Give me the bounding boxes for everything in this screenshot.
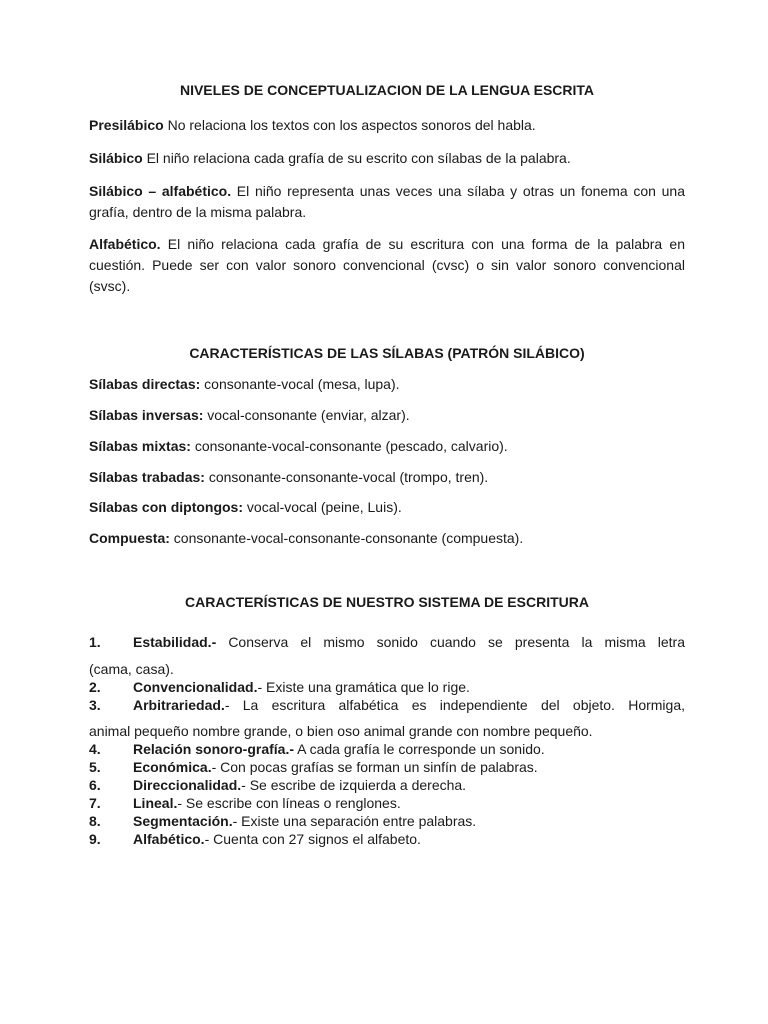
- item-text: - Se escribe con líneas o renglones.: [177, 795, 401, 811]
- item-term: Alfabético.: [133, 831, 205, 847]
- item-content: [133, 758, 538, 776]
- item-text: - Existe una separación entre palabras.: [232, 813, 477, 829]
- entry-text: vocal-vocal (peine, Luis).: [243, 499, 402, 515]
- item-term: Convencionalidad.: [133, 679, 258, 695]
- item-content: [133, 812, 476, 830]
- item-text: - Cuenta con 27 signos el alfabeto.: [204, 831, 421, 847]
- item-text: Conserva el mismo sonido cuando se presenta la misma letra: [216, 634, 685, 650]
- item-text: - La escritura alfabética es independiente del objeto. Hormiga,: [224, 697, 685, 713]
- item-number: 2.: [89, 679, 101, 695]
- item-term: Relación sonoro-grafía.-: [133, 741, 295, 757]
- entry-term: Silábico: [89, 150, 143, 166]
- entry-presilabico: [89, 115, 685, 136]
- entry-text: El niño representa unas veces una sílaba y otras un fonema con una grafía, dentro de la misma palabra.: [89, 183, 685, 220]
- item-text-continuation: (cama, casa).: [89, 661, 174, 677]
- item-text: - Con pocas grafías se forman un sinfín de palabras.: [211, 759, 538, 775]
- entry-text: consonante-consonante-vocal (trompo, tren).: [204, 469, 489, 485]
- item-content: [133, 830, 421, 848]
- entry-text: consonante-vocal-consonante (pescado, calvario).: [190, 438, 508, 454]
- entry-text: No relaciona los textos con los aspectos sonoros del habla.: [163, 117, 536, 133]
- entry-alfabetico: [89, 234, 685, 297]
- item-number: 8.: [89, 813, 101, 829]
- entry-term: Sílabas con diptongos:: [89, 499, 244, 515]
- entry-silabas-diptongos: [89, 497, 685, 518]
- entry-silabas-trabadas: [89, 467, 685, 488]
- entry-term: Sílabas trabadas:: [89, 469, 205, 485]
- entry-text: consonante-vocal (mesa, lupa).: [200, 376, 400, 392]
- section-title-silabas: CARACTERÍSTICAS DE LAS SÍLABAS (PATRÓN SILÁBICO): [189, 345, 585, 361]
- entry-term: Sílabas inversas:: [89, 407, 204, 423]
- entry-term: Sílabas directas:: [89, 376, 201, 392]
- item-number: 5.: [89, 759, 101, 775]
- item-text: A cada grafía le corresponde un sonido.: [294, 741, 545, 757]
- item-content: [133, 776, 466, 794]
- item-content: [133, 678, 470, 696]
- item-text: - Se escribe de izquierda a derecha.: [241, 777, 467, 793]
- entry-silabas-directas: [89, 374, 685, 395]
- entry-text: consonante-vocal-consonante-consonante (compuesta).: [169, 530, 524, 546]
- item-number: 9.: [89, 831, 101, 847]
- item-number: 3.: [89, 697, 101, 713]
- item-content: [133, 696, 685, 714]
- entry-text: vocal-consonante (enviar, alzar).: [203, 407, 410, 423]
- item-text: - Existe una gramática que lo rige.: [257, 679, 470, 695]
- entry-text: El niño relaciona cada grafía de su escrito con sílabas de la palabra.: [142, 150, 571, 166]
- item-content: [133, 740, 545, 758]
- item-term: Segmentación.: [133, 813, 233, 829]
- item-term: Estabilidad.-: [133, 634, 217, 650]
- entry-term: Sílabas mixtas:: [89, 438, 191, 454]
- list-item: [89, 633, 685, 651]
- section-title-sistema: CARACTERÍSTICAS DE NUESTRO SISTEMA DE ESCRITURA: [185, 594, 589, 610]
- entry-term: Presilábico: [89, 117, 164, 133]
- list-item: [89, 696, 685, 714]
- item-number: 7.: [89, 795, 101, 811]
- entry-compuesta: [89, 528, 685, 549]
- item-number: 6.: [89, 777, 101, 793]
- item-content: [133, 794, 401, 812]
- entry-term: Silábico – alfabético.: [89, 183, 232, 199]
- entry-silabico-alfabetico: [89, 181, 685, 223]
- item-number: 4.: [89, 741, 101, 757]
- entry-silabas-inversas: [89, 405, 685, 426]
- item-text-continuation: animal pequeño nombre grande, o bien oso animal grande con nombre pequeño.: [89, 723, 593, 739]
- entry-silabas-mixtas: [89, 436, 685, 457]
- entry-silabico: [89, 148, 685, 169]
- item-term: Lineal.: [133, 795, 178, 811]
- entry-term: Compuesta:: [89, 530, 170, 546]
- item-term: Arbitrariedad.: [133, 697, 225, 713]
- item-term: Económica.: [133, 759, 212, 775]
- section-title-niveles: NIVELES DE CONCEPTUALIZACION DE LA LENGUA ESCRITA: [179, 82, 595, 98]
- entry-text: El niño relaciona cada grafía de su escritura con una forma de la palabra en cuestión. Puede ser con valor sonoro convencional (cvsc) o sin valor sonoro convencional (svsc).: [89, 236, 685, 294]
- item-term: Direccionalidad.: [133, 777, 242, 793]
- item-content: [133, 633, 685, 651]
- item-number: 1.: [89, 634, 101, 650]
- entry-term: Alfabético.: [89, 236, 161, 252]
